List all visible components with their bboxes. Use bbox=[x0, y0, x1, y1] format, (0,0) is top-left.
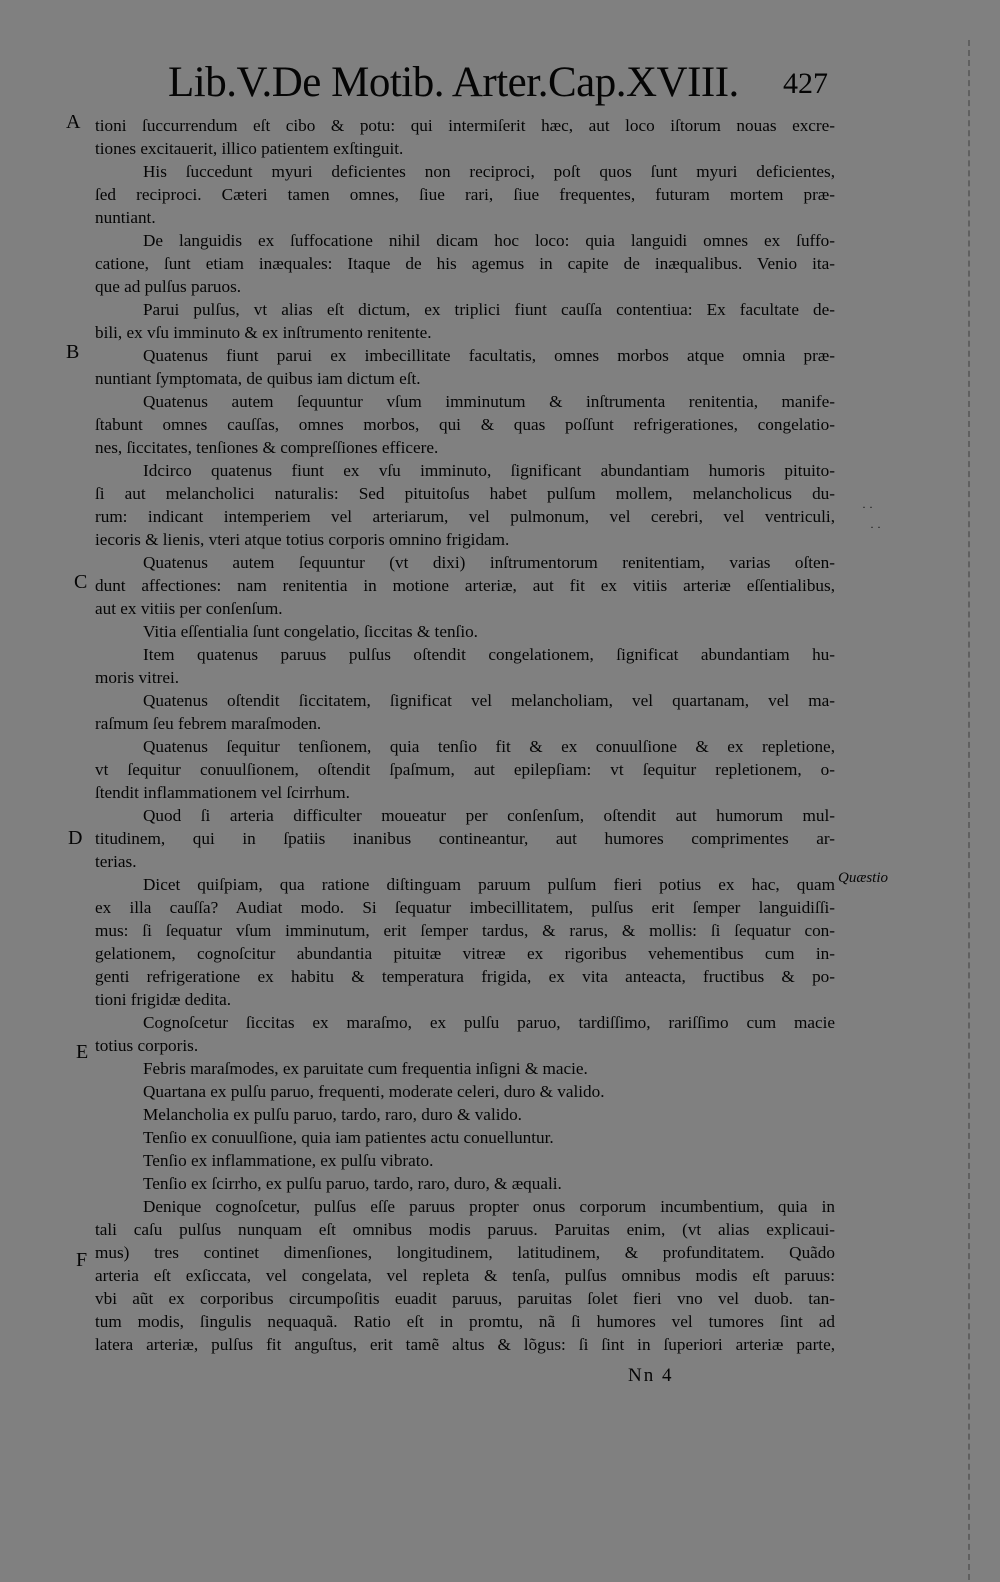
scan-speck: · · bbox=[862, 500, 873, 514]
text-line: Vitia eſſentialia ſunt congelatio, ſiccitas & tenſio. bbox=[143, 622, 478, 641]
text-line: iecoris & lienis, vteri atque totius corporis omnino frigidam. bbox=[95, 530, 510, 549]
text-line: Tenſio ex conuulſione, quia iam patientes actu conuelluntur. bbox=[143, 1128, 554, 1147]
text-line: tum modis, ſingulis nequaquã. Ratio eſt in promtu, nã ſi humores vel tumores ſint ad bbox=[95, 1312, 835, 1331]
margin-letter-c: C bbox=[74, 571, 88, 593]
text-line: vbi aũt ex corporibus circumpoſitis euadit paruus, paruitas ſolet fieri vno vel duob. tan- bbox=[95, 1289, 835, 1308]
text-line: dunt affectiones: nam renitentia in motione arteriæ, aut fit ex vitiis arteriæ eſſentialibus, bbox=[95, 576, 835, 595]
text-line: totius corporis. bbox=[95, 1036, 199, 1055]
text-line: tali caſu pulſus nunquam eſt omnibus modis paruus. Paruitas enim, (vt alias explicaui- bbox=[95, 1220, 835, 1239]
text-line: nuntiant. bbox=[95, 208, 156, 227]
text-line: Quatenus oſtendit ſiccitatem, ſignificat vel melancholiam, vel quartanam, vel ma- bbox=[143, 691, 835, 710]
text-line: mus) tres continet dimenſiones, longitudinem, latitudinem, & profunditatem. Quãdo bbox=[95, 1243, 835, 1262]
margin-note: Quæstio bbox=[838, 870, 889, 886]
text-line: mus: ſi ſequatur vſum imminutum, erit ſemper tardus, & rarus, & mollis: ſi ſequatur con- bbox=[95, 921, 835, 940]
text-line: tiones excitauerit, illico patientem exſtinguit. bbox=[95, 139, 404, 158]
text-line: Quod ſi arteria difficulter moueatur per conſenſum, oſtendit aut humorum mul- bbox=[143, 806, 835, 825]
text-line: Quatenus autem ſequuntur vſum imminutum & inſtrumenta renitentia, manife- bbox=[143, 392, 835, 411]
text-line: raſmum ſeu febrem maraſmoden. bbox=[95, 714, 322, 733]
text-line: nuntiant ſymptomata, de quibus iam dictum eſt. bbox=[95, 369, 421, 388]
text-line: ſtendit inflammationem vel ſcirrhum. bbox=[95, 783, 350, 802]
text-line: tioni frigidæ dedita. bbox=[95, 990, 232, 1009]
text-line: ex illa cauſſa? Audiat modo. Si ſequatur imbecillitatem, pulſus erit ſemper languidiſſi- bbox=[95, 898, 835, 917]
text-line: ſtabunt omnes cauſſas, omnes morbos, qui & quas poſſunt refrigerationes, congelatio- bbox=[95, 415, 835, 434]
text-line: De languidis ex ſuffocatione nihil dicam hoc loco: quia languidi omnes ex ſuffo- bbox=[143, 231, 835, 250]
margin-letter-f: F bbox=[76, 1249, 88, 1271]
margin-letter-e: E bbox=[76, 1041, 89, 1063]
text-line: Tenſio ex inflammatione, ex pulſu vibrato. bbox=[143, 1151, 434, 1170]
text-line: gelationem, cognoſcitur abundantia pituitæ vitreæ ex rigoribus vehementibus cum in- bbox=[95, 944, 835, 963]
running-header bbox=[168, 58, 828, 108]
text-line: ſed reciproci. Cæteri tamen omnes, ſiue rari, ſiue frequentes, futuram mortem præ- bbox=[95, 185, 835, 204]
text-line: latera arteriæ, pulſus fit anguſtus, erit tamẽ altus & lõgus: ſi ſint in ſuperiori arteriæ parte, bbox=[95, 1335, 835, 1354]
text-line: Quatenus autem ſequuntur (vt dixi) inſtrumentorum renitentiam, varias oſten- bbox=[143, 553, 835, 572]
text-line: arteria eſt exſiccata, vel congelata, vel repleta & tenſa, pulſus omnibus modis eſt paruus: bbox=[95, 1266, 835, 1285]
text-line: aut ex vitiis per conſenſum. bbox=[95, 599, 283, 618]
signature-mark: Nn 4 bbox=[628, 1365, 674, 1386]
margin-letter-d: D bbox=[68, 827, 83, 849]
text-line: Idcirco quatenus fiunt ex vſu imminuto, ſignificant abundantiam humoris pituito- bbox=[143, 461, 835, 480]
text-line: Parui pulſus, vt alias eſt dictum, ex triplici fiunt cauſſa contentiua: Ex facultate de- bbox=[143, 300, 835, 319]
text-line: rum: indicant intemperiem vel arteriarum, vel pulmonum, vel cerebri, vel ventriculi, bbox=[95, 507, 835, 526]
text-line: Quatenus fiunt parui ex imbecillitate facultatis, omnes morbos atque omnia præ- bbox=[143, 346, 835, 365]
text-line: Dicet quiſpiam, qua ratione diſtinguam paruum pulſum fieri potius ex hac, quam bbox=[143, 875, 835, 894]
text-line: His ſuccedunt myuri deficientes non reciproci, poſt quos ſunt myuri deficientes, bbox=[143, 162, 835, 181]
text-line: bili, ex vſu imminuto & ex inſtrumento renitente. bbox=[95, 323, 432, 342]
text-line: titudinem, qui in ſpatiis inanibus contineantur, aut humores comprimentes ar- bbox=[95, 829, 835, 848]
text-line: Melancholia ex pulſu paruo, tardo, raro, duro & valido. bbox=[143, 1105, 522, 1124]
text-line: vt ſequitur conuulſionem, oſtendit ſpaſmum, aut epilepſiam: vt ſequitur repletionem, o- bbox=[95, 760, 835, 779]
text-line: nes, ſiccitates, tenſiones & compreſſiones efficere. bbox=[95, 438, 439, 457]
text-line: Denique cognoſcetur, pulſus eſſe paruus propter onus corporum incumbentium, quia in bbox=[143, 1197, 835, 1216]
text-line: Febris maraſmodes, ex paruitate cum frequentia inſigni & macie. bbox=[143, 1059, 588, 1078]
text-line: genti refrigeratione ex habitu & temperatura frigida, ex vita anteacta, fructibus & po- bbox=[95, 967, 835, 986]
text-line: Quartana ex pulſu paruo, frequenti, moderate celeri, duro & valido. bbox=[143, 1082, 605, 1101]
page-number: 427 bbox=[783, 67, 828, 100]
page-edge-shadow bbox=[968, 40, 986, 1580]
scan-speck: · · bbox=[870, 520, 881, 534]
text-line: tioni ſuccurrendum eſt cibo & potu: qui intermiſerit hæc, aut loco iſtorum nouas excre- bbox=[95, 116, 835, 135]
text-line: Quatenus ſequitur tenſionem, quia tenſio fit & ex conuulſione & ex repletione, bbox=[143, 737, 835, 756]
text-line: terias. bbox=[95, 852, 137, 871]
running-title: Lib.V.De Motib. Arter.Cap.XVIII. bbox=[168, 59, 739, 106]
margin-letter-b: B bbox=[66, 341, 80, 363]
text-line: Item quatenus paruus pulſus oſtendit congelationem, ſignificat abundantiam hu- bbox=[143, 645, 835, 664]
margin-letter-a: A bbox=[66, 111, 81, 133]
text-line: Cognoſcetur ſiccitas ex maraſmo, ex pulſu paruo, tardiſſimo, rariſſimo cum macie bbox=[143, 1013, 835, 1032]
text-line: que ad pulſus paruos. bbox=[95, 277, 242, 296]
text-line: ſi aut melancholici naturalis: Sed pituitoſus habet pulſum mollem, melancholicus du- bbox=[95, 484, 835, 503]
text-line: Tenſio ex ſcirrho, ex pulſu paruo, tardo, raro, duro, & æquali. bbox=[143, 1174, 562, 1193]
text-line: catione, ſunt etiam inæquales: Itaque de his agemus in capite de inæqualibus. Venio ita- bbox=[95, 254, 835, 273]
text-line: moris vitrei. bbox=[95, 668, 180, 687]
